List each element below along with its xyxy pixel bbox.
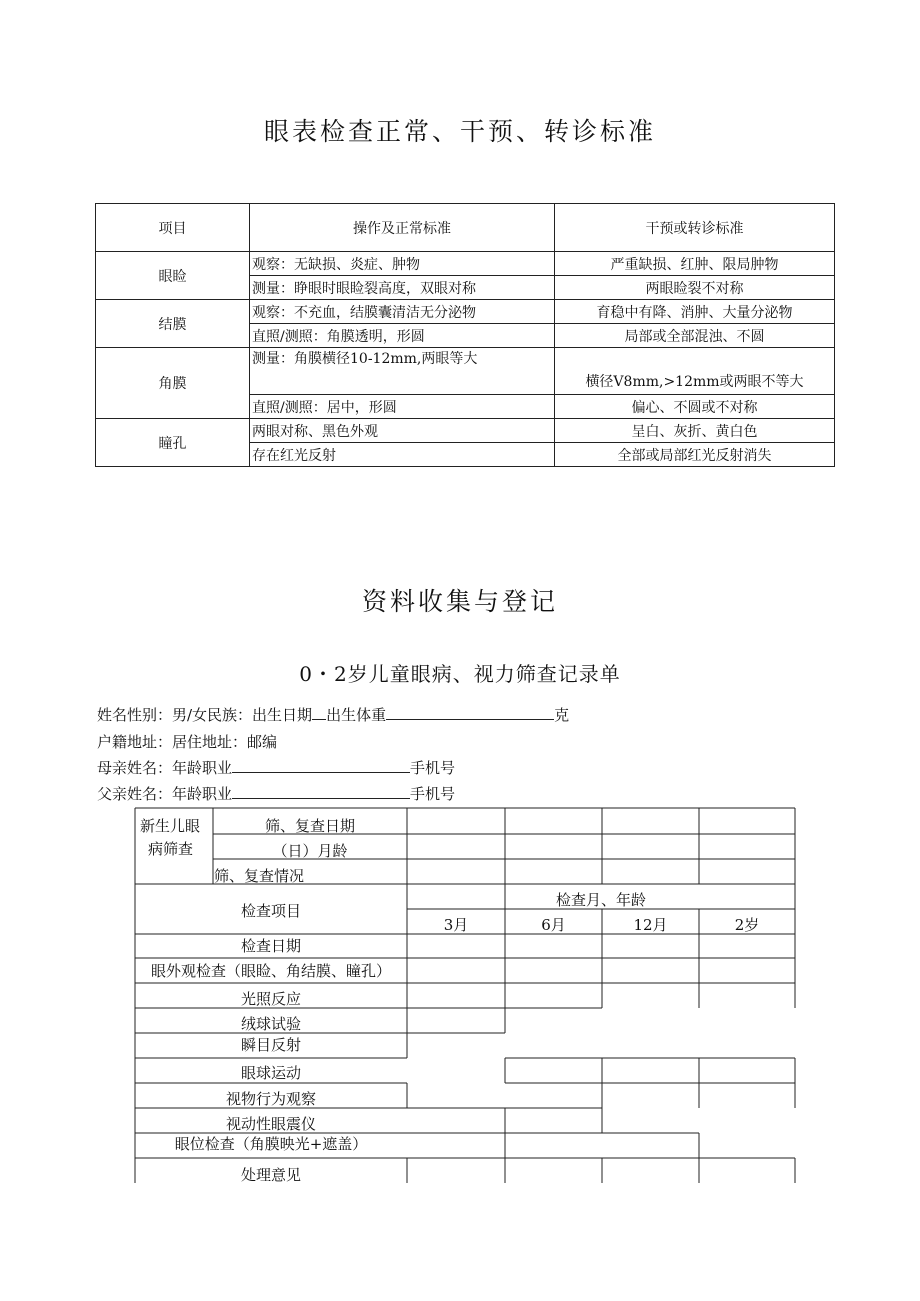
father-label: 父亲姓名：年龄职业 (97, 785, 233, 803)
item-eyelid: 眼睑 (96, 252, 250, 300)
referral-cell: 全部或局部红光反射消失 (555, 443, 835, 467)
normal-cell: 测量：角膜横径10-12mm,两眼等大 (250, 348, 555, 395)
normal-cell: 直照/测照：居中，形圆 (250, 395, 555, 419)
check-item-header: 检查项目 (240, 902, 301, 920)
row-eye-movement: 眼球运动 (240, 1064, 301, 1082)
normal-cell: 存在红光反射 (250, 443, 555, 467)
weight-unit: 克 (554, 706, 570, 724)
father-phone-label: 手机号 (410, 785, 456, 803)
row-eye-position: 眼位检查（角膜映光+遮盖） (174, 1135, 368, 1153)
row-external-exam: 眼外观检查（眼睑、角结膜、瞳孔） (150, 962, 391, 980)
row-light-reflex: 光照反应 (240, 990, 301, 1008)
newborn-row-status: 筛、复查情况 (214, 867, 305, 885)
normal-cell: 测量：睁眼时眼睑裂高度，双眼对称 (250, 276, 555, 300)
referral-cell: 两眼睑裂不对称 (555, 276, 835, 300)
referral-cell: 育稳中有降、消肿、大量分泌物 (555, 300, 835, 324)
item-pupil: 瞳孔 (96, 419, 250, 467)
header-normal-standard: 操作及正常标准 (250, 204, 555, 252)
form-line-address: 户籍地址：居住地址：邮编 (97, 733, 278, 751)
header-item: 项目 (96, 204, 250, 252)
age-2y: 2岁 (734, 916, 760, 934)
normal-cell: 两眼对称、黑色外观 (250, 419, 555, 443)
row-visual-behavior: 视物行为观察 (225, 1090, 316, 1108)
birth-weight-label: 出生体重 (326, 706, 387, 724)
item-cornea: 角膜 (96, 348, 250, 419)
newborn-row-date: 筛、复查日期 (264, 817, 355, 835)
referral-cell: 偏心、不圆或不对称 (555, 395, 835, 419)
referral-cell: 严重缺损、红肿、限局肿物 (555, 252, 835, 276)
age-6m: 6月 (541, 916, 566, 934)
referral-cell: 局部或全部混浊、不圆 (555, 324, 835, 348)
section-title: 资料收集与登记 (361, 587, 558, 616)
row-check-date: 检查日期 (240, 937, 301, 955)
row-blink-reflex: 瞬目反射 (240, 1036, 301, 1054)
normal-cell: 观察：不充血，结膜囊清洁无分泌物 (250, 300, 555, 324)
page-title: 眼表检查正常、干预、转诊标准 (263, 117, 656, 146)
row-treatment-opinion: 处理意见 (240, 1166, 301, 1184)
basic-info-label: 姓名性别：男/女民族：出生日期 (97, 706, 313, 724)
header-referral-standard: 干预或转诊标准 (555, 204, 835, 252)
referral-cell: 呈白、灰折、黄白色 (555, 419, 835, 443)
referral-cell: 横径V8mm,>12mm或两眼不等大 (555, 348, 835, 395)
row-ball-test: 绒球试验 (240, 1015, 301, 1033)
check-age-header: 检查月、年龄 (555, 891, 646, 909)
newborn-row-age: （日）月龄 (272, 842, 348, 860)
normal-cell: 观察：无缺损、炎症、肿物 (250, 252, 555, 276)
age-3m: 3月 (443, 916, 469, 934)
newborn-screening-label-2: 病筛查 (148, 840, 194, 858)
age-12m: 12月 (633, 916, 668, 934)
item-conjunctiva: 结膜 (96, 300, 250, 348)
row-okn: 视动性眼震仪 (225, 1115, 316, 1133)
mother-label: 母亲姓名：年龄职业 (97, 759, 233, 777)
normal-cell: 直照/测照：角膜透明，形圆 (250, 324, 555, 348)
newborn-screening-label-1: 新生儿眼 (140, 817, 201, 835)
mother-phone-label: 手机号 (410, 759, 456, 777)
form-title: 0・2岁儿童眼病、视力筛查记录单 (299, 662, 621, 686)
